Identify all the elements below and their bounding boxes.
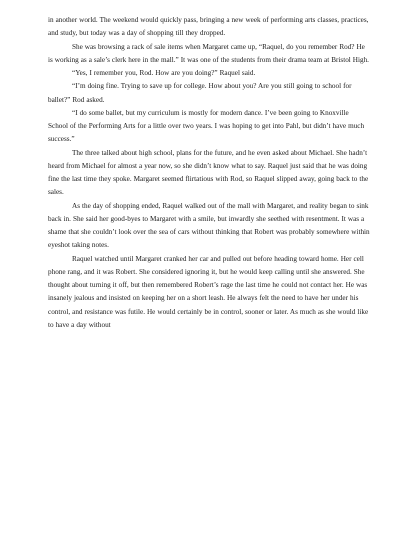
paragraph-2: She was browsing a rack of sale items when Margaret came up, “Raquel, do you remember Rod? He is working as a sale’s clerk here in the mall.” It was one of the students from their drama team at Bristol High. [48,42,369,64]
paragraph-4: “I’m doing fine. Trying to save up for college. How about you? Are you still going to school for ballet?” Rod asked. [48,82,352,104]
paragraph-7: As the day of shopping ended, Raquel walked out of the mall with Margaret, and reality began to sink back in. She said her good-byes to Margaret with a smile, but inwardly she seethed with resentment. It was a shame that she couldn’t look over the sea of cars without thinking that Robert was probably somewhere within eyeshot taking notes. [48,201,370,250]
paragraph-8: Raquel watched until Margaret cranked her car and pulled out before heading toward home. Her cell phone rang, and it was Robert. She considered ignoring it, but he would keep calling until she answered. She thought about turning it off, but then remembered Robert’s rage the last time he could not contact her. He was insanely jealous and insisted on keeping her on a short leash. He always felt the need to have her under his control, and resistance was futile. He would certainly be in control, sooner or later. As much as she would like to have a day without [48,254,369,329]
paragraph-3: “Yes, I remember you, Rod. How are you doing?” Raquel said. [72,69,256,77]
paragraph-1: in another world. The weekend would quickly pass, bringing a new week of performing arts classes, practices, and study, but today was a day of shopping till they dropped. [48,16,369,38]
document-body [48,14,370,332]
paragraph-5: “I do some ballet, but my curriculum is mostly for modern dance. I’ve been going to Knoxville School of the Performing Arts for a little over two years. I was hoping to get into Pahl, but didn’t have much success.” [48,108,365,144]
paragraph-6: The three talked about high school, plans for the future, and he even asked about Michael. She hadn’t heard from Michael for almost a year now, so she didn’t know what to say. Raquel just said that he was doing fine the last time they spoke. Margaret seemed flirtatious with Rod, so Raquel slipped away, going back to the sales. [48,148,369,197]
